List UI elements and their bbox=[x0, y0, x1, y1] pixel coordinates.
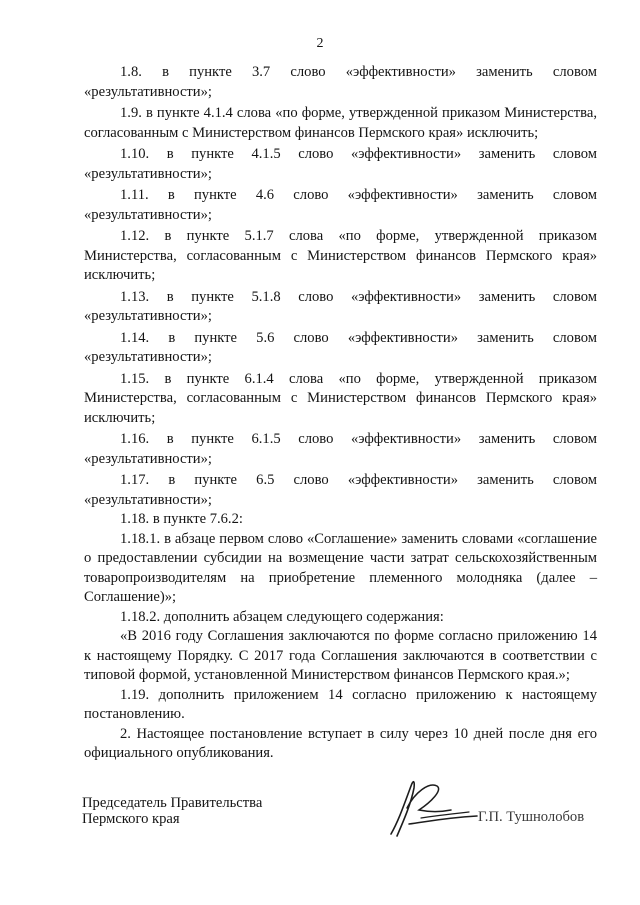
item-1-11: 1.11. в пункте 4.6 слово «эффективности» заменить словом «результативности»; bbox=[84, 187, 597, 223]
item-1-9: 1.9. в пункте 4.1.4 слова «по форме, утвержденной приказом Министерства, согласованным с Министерством финансов Пермского края» исключить; bbox=[84, 105, 597, 141]
item-1-14: 1.14. в пункте 5.6 слово «эффективности» заменить словом «результативности»; bbox=[84, 329, 597, 365]
item-1-8: 1.8. в пункте 3.7 слово «эффективности» заменить словом «результативности»; bbox=[84, 64, 597, 100]
item-1-18: 1.18. в пункте 7.6.2: bbox=[120, 511, 243, 527]
signer-title-line1: Председатель Правительства bbox=[82, 795, 263, 811]
item-1-13: 1.13. в пункте 5.1.8 слово «эффективности» заменить словом «результативности»; bbox=[84, 288, 597, 324]
item-1-18-1: 1.18.1. в абзаце первом слово «Соглашение» заменить словами «соглашение о предоставлении субсидии на возмещение части затрат сельскохозяйственным товаропроизводителям на приобретение племенного молодняка (далее – Соглашение)»; bbox=[84, 530, 597, 605]
signer-title-line2: Пермского края bbox=[82, 811, 180, 827]
handwritten-signature bbox=[381, 772, 481, 842]
quoted-paragraph: «В 2016 году Соглашения заключаются по форме согласно приложению 14 к настоящему Порядку. С 2017 года Соглашения заключаются в соответствии с типовой формой, установленной Министерством финансов Пермского края.»; bbox=[84, 628, 597, 683]
item-1-15: 1.15. в пункте 6.1.4 слова «по форме, утвержденной приказом Министерства, согласованным с Министерством финансов Пермского края» исключить; bbox=[84, 370, 597, 426]
page-number: 2 bbox=[316, 36, 324, 51]
item-1-19: 1.19. дополнить приложением 14 согласно приложению к настоящему постановлению. bbox=[84, 686, 597, 722]
item-1-12: 1.12. в пункте 5.1.7 слова «по форме, утвержденной приказом Министерства, согласованным с Министерством финансов Пермского края» исключить; bbox=[84, 228, 597, 283]
item-1-18-2: 1.18.2. дополнить абзацем следующего содержания: bbox=[120, 608, 444, 625]
item-2: 2. Настоящее постановление вступает в силу через 10 дней после дня его официального опубликования. bbox=[84, 725, 597, 761]
document-body bbox=[84, 63, 597, 764]
item-1-16: 1.16. в пункте 6.1.5 слово «эффективности» заменить словом «результативности»; bbox=[84, 431, 597, 467]
signature-title bbox=[82, 795, 262, 827]
item-1-10: 1.10. в пункте 4.1.5 слово «эффективности» заменить словом «результативности»; bbox=[84, 146, 597, 182]
signer-name: Г.П. Тушнолобов bbox=[478, 809, 585, 825]
item-1-17: 1.17. в пункте 6.5 слово «эффективности» заменить словом «результативности»; bbox=[84, 472, 597, 508]
